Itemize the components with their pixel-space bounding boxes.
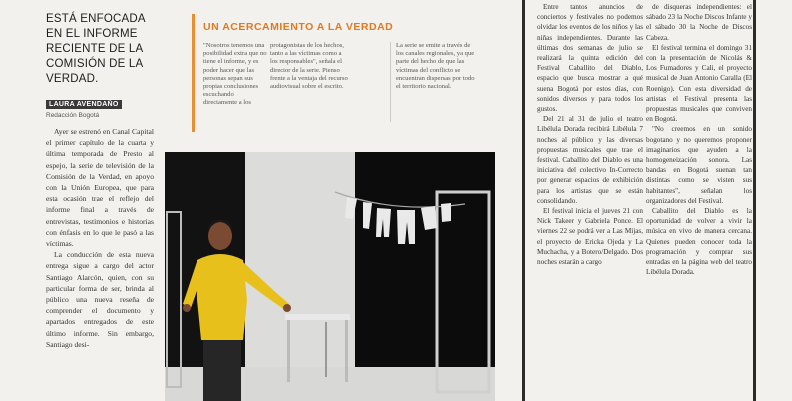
article-paragraph: La conducción de esta nueva entrega sigue a cargo del actor Santiago Alarcón, quien, con su particular forma de ser, brinda al público una nueva reseña de comprender el documento y apartados entregados de este último informe. Sin embargo, Santiago desi- (46, 250, 154, 349)
actor-on-stage-photo (165, 152, 495, 401)
article-paragraph: Ayer se estrenó en Canal Capital el primer capítulo de la cuarta y última temporada de Presto al espejo, la serie de televisión de la Comisión de la Verdad, en apoyo con la Unión Europea, que para esta ocasión trae el reflejo del informe final a través de entrevistas, testimonios e historias con énfasis en lo que le pasó a las víctimas. (46, 127, 154, 249)
article-paragraph: El festival inicia el jueves 21 con Nick Takeer y Gabriela Ponce. El viernes 22 se podrá ver a Las Mijas, el proyecto de Ericka Ojeda y La Muchacha, y a Botero/Delgado. Dos noches estarán a cargo (537, 207, 643, 267)
callout-middle-text: protagonistas de los hechos, tanto a las víctimas como a los responsables", señala el director de la serie. Pienso frente a la ventaja del recurso audiovisual sobre el escrito. (270, 42, 348, 91)
callout-separator (390, 42, 391, 122)
article-body-left (46, 126, 154, 350)
article-paragraph: El festival termina el domingo 31 con la presentación de Nicolás & Los Fumadores y Cali, el proyecto musical de Juan Antonio Caralla (El Roenigo). Con esta diversidad de artistas el Festival presenta las propuestas musicales que conviven en Bogotá. (646, 43, 752, 124)
callout-right-text: La serie se emite a través de los canales regionales, ya que parte del hecho de que las víctimas del conflicto se encuentran dispersas por todo el territorio nacional. (396, 42, 475, 91)
column-divider (522, 0, 525, 401)
article-photo (165, 152, 495, 401)
article-body-right-col1 (537, 2, 643, 267)
byline-author: LAURA AVENDAÑO (46, 100, 122, 109)
article-paragraph: "No creemos en un sonido bogotano y no queremos proponer imaginarios que ayuden a la homogeneización sonora. Las bandas en Bogotá suenan tan distintas como se visten sus habitantes", señalan los organizadores del Festival. (646, 125, 752, 205)
callout-title: UN ACERCAMIENTO A LA VERDAD (203, 21, 394, 33)
article-paragraph: Entre tantos anuncios de conciertos y festivales no podemos olvidar los eventos de los niños y las niñas independientes. Durante las últimas dos semanas de julio se realizará la quinta edición del Festival Caballito del Diablo, espacio que busca mostrar a qué suena Bogotá por estos días, con sonidos diversos y para todos los gustos. (537, 3, 643, 114)
callout-quote: "Nosotros tenemos una posibilidad extra que no tiene el informe, y es poder hacer que las personas sepan sus propias conclusiones escuchando directamente a los (203, 42, 267, 107)
article-body-right-col2 (646, 2, 752, 277)
column-divider (753, 0, 756, 401)
article-paragraph: Del 21 al 31 de julio el teatro Libélula Dorada recibirá Libélula 7 noches al público y las diversas propuestas musicales que trae el festival. Caballito del Diablo es una iniciativa del colectivo In-Correcto por generar espacios de exhibición para los artistas que se están consolidando. (537, 115, 643, 205)
byline-section: Redacción Bogotá (46, 112, 100, 119)
article-paragraph: de disqueras independientes: el sábado 23 la Noche Discos Infante y el sábado 30 la Noche de Discos Cabeza. (646, 3, 752, 42)
lead-headline: ESTÁ ENFOCADA EN EL INFORME RECIENTE DE LA COMISIÓN DE LA VERDAD. (46, 13, 146, 85)
article-paragraph: Caballito del Diablo es la oportunidad de volver a vivir la música en vivo de manera cercana. Quienes pueden conocer toda la programación y comprar sus entradas en la página web del teatro Libélula Dorada. (646, 207, 752, 277)
callout-accent-rule (192, 14, 195, 132)
